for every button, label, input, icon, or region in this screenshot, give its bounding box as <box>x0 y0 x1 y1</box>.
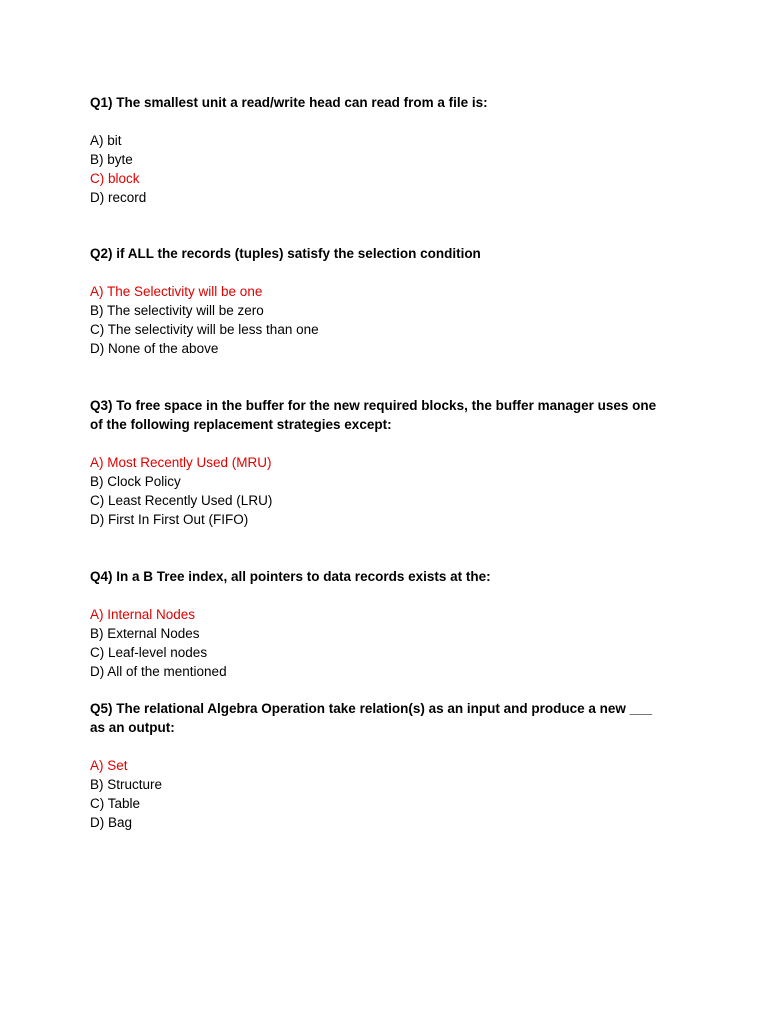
q1-option-d: D) record <box>90 190 147 205</box>
q2-option-a-correct: A) The Selectivity will be one <box>90 284 263 299</box>
question-5-options <box>90 756 670 832</box>
q4-option-a-correct: A) Internal Nodes <box>90 607 196 622</box>
question-2-text: Q2) if ALL the records (tuples) satisfy the selection condition <box>90 246 481 261</box>
q2-option-b: B) The selectivity will be zero <box>90 303 264 318</box>
question-3-text: Q3) To free space in the buffer for the new required blocks, the buffer manager uses one of the following replacement strategies except: <box>90 398 657 432</box>
q5-option-c: C) Table <box>90 796 141 811</box>
q5-option-d: D) Bag <box>90 815 133 830</box>
question-4-options <box>90 605 690 681</box>
q1-option-c-correct: C) block <box>90 171 140 186</box>
question-5 <box>90 699 670 832</box>
question-2-options <box>90 282 690 358</box>
question-1-options <box>90 131 690 207</box>
question-3 <box>90 396 670 529</box>
q3-option-d: D) First In First Out (FIFO) <box>90 512 249 527</box>
question-1-text: Q1) The smallest unit a read/write head can read from a file is: <box>90 95 488 110</box>
q4-option-d: D) All of the mentioned <box>90 664 227 679</box>
q2-option-d: D) None of the above <box>90 341 219 356</box>
question-5-text: Q5) The relational Algebra Operation take relation(s) as an input and produce a new ___ as an output: <box>90 701 653 735</box>
q1-option-a: A) bit <box>90 133 122 148</box>
q2-option-c: C) The selectivity will be less than one <box>90 322 319 337</box>
q5-option-a-correct: A) Set <box>90 758 128 773</box>
q5-option-b: B) Structure <box>90 777 163 792</box>
question-4-text: Q4) In a B Tree index, all pointers to data records exists at the: <box>90 569 491 584</box>
q4-option-b: B) External Nodes <box>90 626 200 641</box>
q3-option-c: C) Least Recently Used (LRU) <box>90 493 273 508</box>
question-2 <box>90 244 690 358</box>
q3-option-a-correct: A) Most Recently Used (MRU) <box>90 455 272 470</box>
question-4 <box>90 567 690 681</box>
question-3-options <box>90 453 670 529</box>
q3-option-b: B) Clock Policy <box>90 474 181 489</box>
q4-option-c: C) Leaf-level nodes <box>90 645 208 660</box>
question-1 <box>90 93 690 207</box>
q1-option-b: B) byte <box>90 152 133 167</box>
